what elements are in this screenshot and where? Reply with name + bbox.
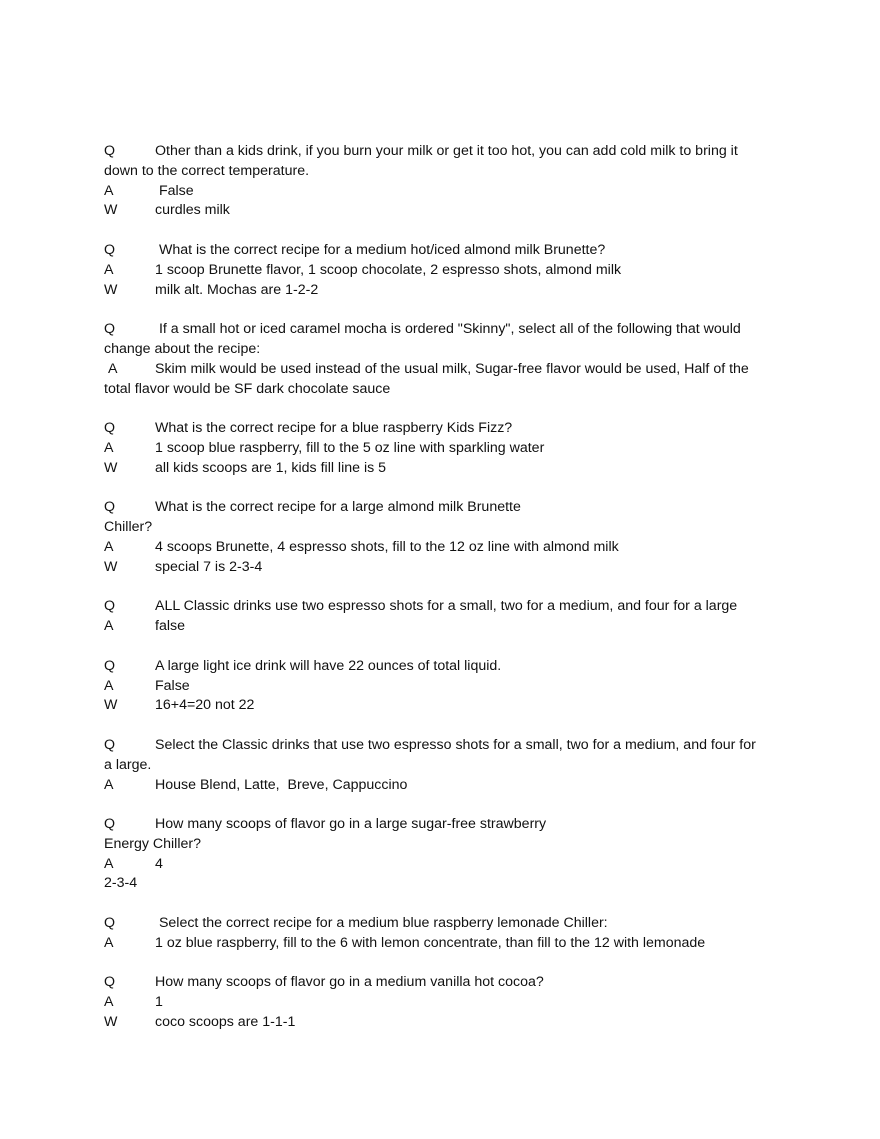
why-line bbox=[104, 201, 774, 221]
why-line bbox=[104, 1013, 774, 1033]
answer-continuation: total flavor would be SF dark chocolate sauce bbox=[104, 380, 391, 397]
question-text: What is the correct recipe for a large almond milk Brunette bbox=[155, 499, 521, 516]
why-text: all kids scoops are 1, kids fill line is 5 bbox=[155, 459, 387, 476]
q-marker: Q bbox=[104, 736, 116, 753]
q-marker: Q bbox=[104, 241, 116, 258]
w-marker: W bbox=[104, 558, 118, 575]
q-marker: Q bbox=[104, 499, 116, 516]
why-text: 16+4=20 not 22 bbox=[155, 697, 255, 714]
a-marker: A bbox=[104, 538, 114, 555]
question-continuation: a large. bbox=[104, 756, 152, 773]
answer-line bbox=[104, 538, 774, 558]
answer-line bbox=[104, 261, 774, 281]
question-text: How many scoops of flavor go in a medium vanilla hot cocoa? bbox=[155, 974, 544, 991]
question-continuation: Energy Chiller? bbox=[104, 835, 201, 852]
question-continuation: down to the correct temperature. bbox=[104, 162, 310, 179]
question-line bbox=[104, 973, 774, 993]
why-text: special 7 is 2-3-4 bbox=[155, 558, 263, 575]
question-line bbox=[104, 241, 774, 261]
a-marker: A bbox=[104, 360, 118, 377]
q-marker: Q bbox=[104, 915, 116, 932]
question-continuation: Chiller? bbox=[104, 519, 153, 536]
note-line: 2-3-4 bbox=[104, 875, 138, 892]
why-text: curdles milk bbox=[155, 202, 230, 219]
answer-text: False bbox=[155, 182, 194, 199]
q-marker: Q bbox=[104, 143, 116, 159]
answer-text: 4 bbox=[155, 855, 163, 872]
why-line bbox=[104, 459, 774, 479]
answer-text: false bbox=[155, 618, 185, 635]
why-line bbox=[104, 281, 774, 301]
a-marker: A bbox=[104, 618, 114, 635]
a-marker: A bbox=[104, 677, 114, 694]
document-page bbox=[104, 142, 774, 1033]
q-marker: Q bbox=[104, 816, 116, 833]
answer-line bbox=[104, 677, 774, 697]
answer-text: 1 scoop blue raspberry, fill to the 5 oz line with sparkling water bbox=[155, 439, 545, 456]
a-marker: A bbox=[104, 182, 114, 199]
question-text: How many scoops of flavor go in a large sugar-free strawberry bbox=[155, 816, 547, 833]
answer-text: 4 scoops Brunette, 4 espresso shots, fill to the 12 oz line with almond milk bbox=[155, 538, 619, 555]
answer-line bbox=[104, 776, 774, 796]
question-line bbox=[104, 320, 774, 340]
answer-line bbox=[104, 855, 774, 875]
question-line bbox=[104, 498, 774, 518]
why-line bbox=[104, 696, 774, 716]
question-line bbox=[104, 736, 774, 756]
question-line bbox=[104, 914, 774, 934]
a-marker: A bbox=[104, 439, 114, 456]
question-line bbox=[104, 597, 774, 617]
answer-line bbox=[104, 934, 774, 954]
answer-line bbox=[104, 439, 774, 459]
w-marker: W bbox=[104, 459, 118, 476]
q-marker: Q bbox=[104, 657, 116, 674]
q-marker: Q bbox=[104, 598, 116, 615]
q-marker: Q bbox=[104, 420, 116, 437]
a-marker: A bbox=[104, 776, 114, 793]
question-text: What is the correct recipe for a medium hot/iced almond milk Brunette? bbox=[155, 241, 606, 258]
question-text: Other than a kids drink, if you burn your milk or get it too hot, you can add cold milk to bring it bbox=[155, 143, 738, 159]
a-marker: A bbox=[104, 855, 114, 872]
question-text: A large light ice drink will have 22 ounces of total liquid. bbox=[155, 657, 502, 674]
a-marker: A bbox=[104, 261, 114, 278]
answer-text: 1 scoop Brunette flavor, 1 scoop chocolate, 2 espresso shots, almond milk bbox=[155, 261, 622, 278]
answer-line bbox=[104, 617, 774, 637]
question-text: Select the Classic drinks that use two espresso shots for a small, two for a medium, and four for bbox=[155, 736, 756, 753]
a-marker: A bbox=[104, 994, 114, 1011]
w-marker: W bbox=[104, 1014, 118, 1031]
why-line bbox=[104, 558, 774, 578]
a-marker: A bbox=[104, 934, 114, 951]
question-text: ALL Classic drinks use two espresso shots for a small, two for a medium, and four for a large bbox=[155, 598, 738, 615]
question-continuation: change about the recipe: bbox=[104, 340, 261, 357]
answer-line bbox=[104, 360, 774, 380]
answer-text: Skim milk would be used instead of the usual milk, Sugar-free flavor would be used, Half of the bbox=[155, 360, 749, 377]
question-line bbox=[104, 419, 774, 439]
question-line bbox=[104, 657, 774, 677]
answer-line bbox=[104, 182, 774, 202]
answer-text: False bbox=[155, 677, 190, 694]
w-marker: W bbox=[104, 697, 118, 714]
q-marker: Q bbox=[104, 321, 116, 338]
why-text: coco scoops are 1-1-1 bbox=[155, 1014, 296, 1031]
answer-line bbox=[104, 993, 774, 1013]
w-marker: W bbox=[104, 281, 118, 298]
answer-text: House Blend, Latte, Breve, Cappuccino bbox=[155, 776, 408, 793]
question-line bbox=[104, 142, 774, 162]
question-text: If a small hot or iced caramel mocha is ordered "Skinny", select all of the following that would bbox=[155, 321, 741, 338]
why-text: milk alt. Mochas are 1-2-2 bbox=[155, 281, 319, 298]
q-marker: Q bbox=[104, 974, 116, 991]
question-text: Select the correct recipe for a medium blue raspberry lemonade Chiller: bbox=[155, 915, 608, 932]
answer-text: 1 oz blue raspberry, fill to the 6 with lemon concentrate, than fill to the 12 with lemonade bbox=[155, 934, 706, 951]
w-marker: W bbox=[104, 202, 118, 219]
question-line bbox=[104, 815, 774, 835]
question-text: What is the correct recipe for a blue raspberry Kids Fizz? bbox=[155, 420, 513, 437]
answer-text: 1 bbox=[155, 994, 163, 1011]
